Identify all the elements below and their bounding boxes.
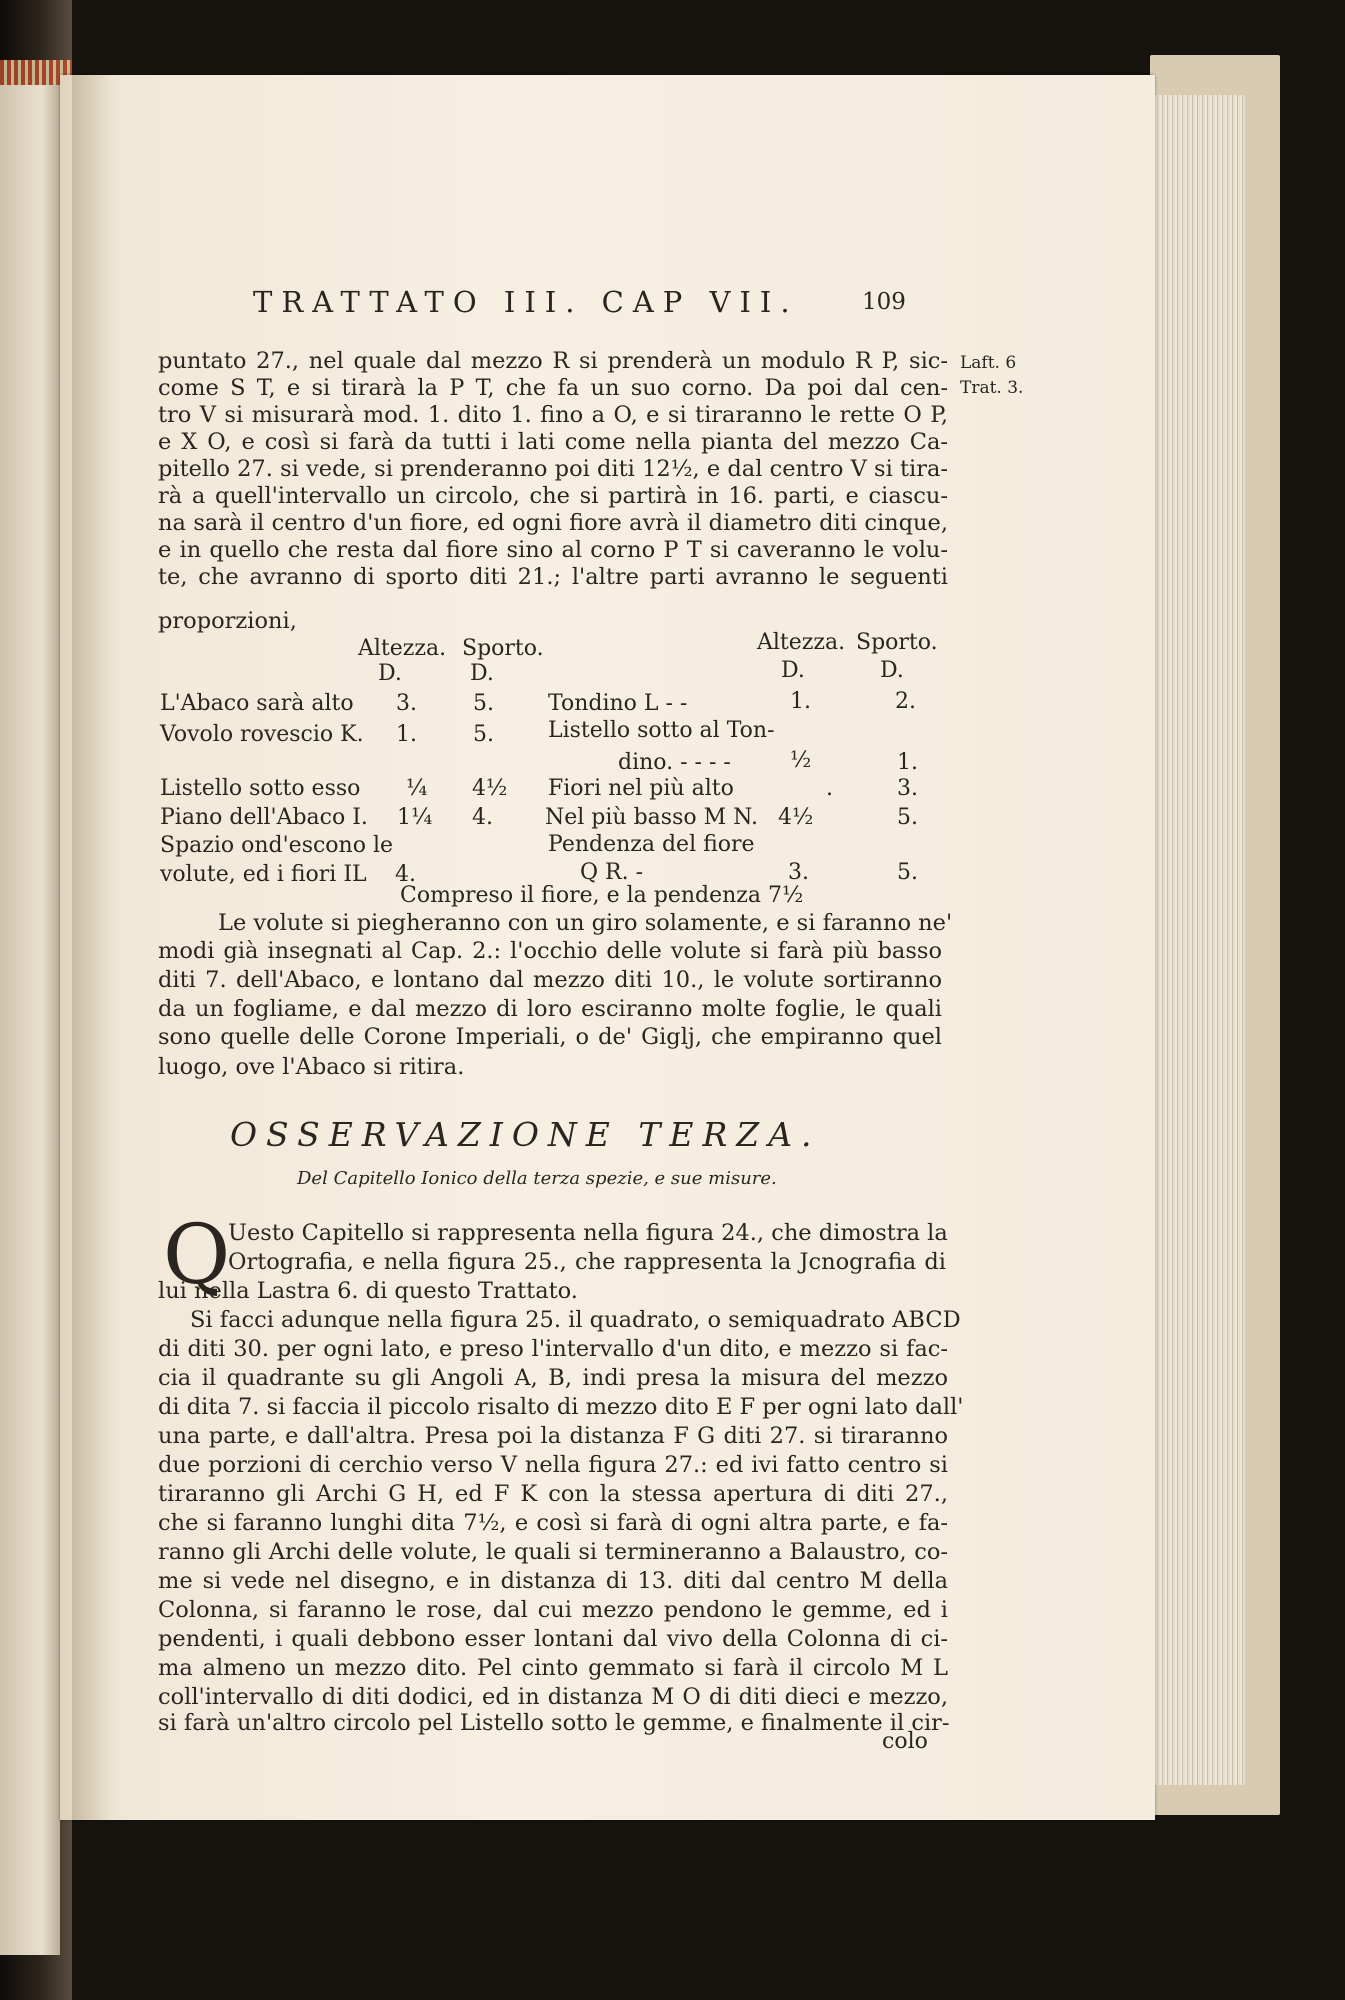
text-line: ma almeno un mezzo dito. Pel cinto gemmato si farà il circolo M L	[158, 1655, 948, 1681]
table-cell: 4.	[395, 862, 416, 887]
text-line: proporzioni,	[158, 608, 297, 634]
text-line: e in quello che resta dal fiore sino al corno P T si caveranno le volu-	[158, 537, 948, 563]
text-line: na sarà il centro d'un fiore, ed ogni fiore avrà il diametro diti cinque,	[158, 510, 948, 536]
table-row-label: volute, ed i fiori IL	[160, 862, 367, 887]
text-line: che si faranno lunghi dita 7½, e così si farà di ogni altra parte, e fa-	[158, 1510, 948, 1536]
text-line: si farà un'altro circolo pel Listello sotto le gemme, e finalmente il cir-	[158, 1710, 950, 1736]
text-line: lui nella Lastra 6. di questo Trattato.	[158, 1278, 578, 1304]
text-line: Si facci adunque nella figura 25. il quadrato, o semiquadrato ABCD	[190, 1307, 961, 1333]
col-head-sporto-right: Sporto.	[856, 630, 938, 655]
margin-note-plate: Laft. 6	[960, 353, 1017, 373]
text-line: Le volute si piegheranno con un giro solamente, e si faranno ne'	[218, 910, 953, 936]
table-cell: ½	[790, 748, 812, 773]
table-cell: 1.	[396, 722, 417, 747]
unit-sporto-right: D.	[880, 658, 904, 683]
table-row-label: Tondino L - -	[548, 691, 688, 716]
col-head-altezza-left: Altezza.	[358, 636, 447, 661]
text-line: me si vede nel disegno, e in distanza di 13. diti dal centro M della	[158, 1568, 948, 1594]
text-line: rà a quell'intervallo un circolo, che si partirà in 16. parti, e ciascu-	[158, 483, 948, 509]
text-line: modi già insegnati al Cap. 2.: l'occhio delle volute si farà più basso	[158, 938, 942, 964]
table-row-label: Nel più basso M N.	[545, 805, 758, 830]
table-row-label: Listello sotto esso	[160, 776, 361, 801]
table-row-label: Fiori nel più alto	[548, 776, 734, 801]
text-line: come S T, e si tirarà la P T, che fa un suo corno. Da poi dal cen-	[158, 375, 948, 401]
text-line: pendenti, i quali debbono esser lontani dal vivo della Colonna di ci-	[158, 1626, 948, 1652]
text-line: diti 7. dell'Abaco, e lontano dal mezzo diti 10., le volute sortiranno	[158, 967, 942, 993]
table-footer: Compreso il fiore, e la pendenza 7½	[400, 883, 804, 908]
drop-cap: Q	[163, 1208, 231, 1303]
table-row-label: Pendenza del fiore	[548, 832, 755, 857]
unit-sporto-left: D.	[470, 661, 494, 686]
table-cell: 1¼	[397, 805, 433, 830]
running-head: TRATTATO III. CAP VII.	[253, 285, 799, 319]
text-line: due porzioni di cerchio verso V nella figura 27.: ed ivi fatto centro si	[158, 1452, 948, 1478]
table-cell: ¼	[406, 776, 428, 801]
table-cell: 5.	[473, 691, 494, 716]
text-line: luogo, ove l'Abaco si ritira.	[158, 1054, 465, 1080]
page-block-edges	[1145, 95, 1245, 1785]
text-line: di diti 30. per ogni lato, e preso l'intervallo d'un dito, e mezzo si fac-	[158, 1336, 948, 1362]
unit-altezza-left: D.	[378, 661, 402, 686]
page-number: 109	[862, 289, 906, 315]
table-cell: 3.	[788, 860, 809, 885]
left-page-edge	[0, 85, 60, 1955]
catchword: colo	[882, 1729, 928, 1754]
text-line: tro V si misurarà mod. 1. dito 1. fino a O, e si tiraranno le rette O P,	[158, 402, 948, 428]
table-cell: 4½	[778, 805, 814, 830]
table-cell: 1.	[790, 689, 811, 714]
text-line: una parte, e dall'altra. Presa poi la distanza F G diti 27. si tiraranno	[158, 1423, 948, 1449]
table-row-label: Q R. -	[580, 860, 644, 885]
table-cell: 5.	[897, 860, 918, 885]
text-line: pitello 27. si vede, si prenderanno poi diti 12½, e dal centro V si tira-	[158, 456, 948, 482]
text-line: da un fogliame, e dal mezzo di loro esciranno molte foglie, le quali	[158, 996, 942, 1022]
table-row-label: dino. - - - -	[618, 750, 731, 775]
table-cell: 1.	[897, 750, 918, 775]
margin-note-treatise: Trat. 3.	[960, 378, 1024, 398]
table-cell: 3.	[396, 691, 417, 716]
text-line: Ortografia, e nella figura 25., che rappresenta la Jcnografia di	[228, 1249, 946, 1275]
table-cell: 5.	[473, 722, 494, 747]
col-head-altezza-right: Altezza.	[757, 630, 846, 655]
table-cell: 2.	[895, 689, 916, 714]
unit-altezza-right: D.	[781, 658, 805, 683]
table-cell: 4.	[472, 805, 493, 830]
text-line: te, che avranno di sporto diti 21.; l'altre parti avranno le seguenti	[158, 564, 948, 590]
text-line: di dita 7. si faccia il piccolo risalto di mezzo dito E F per ogni lato dall'	[158, 1394, 964, 1420]
text-line: ranno gli Archi delle volute, le quali si termineranno a Balaustro, co-	[158, 1539, 948, 1565]
table-row-label: Piano dell'Abaco I.	[160, 805, 368, 830]
table-row-label: L'Abaco sarà alto	[160, 691, 354, 716]
gutter-shadow	[72, 75, 112, 1820]
table-cell: 3.	[897, 776, 918, 801]
table-row-label: Listello sotto al Ton-	[548, 718, 775, 743]
text-line: coll'intervallo di diti dodici, ed in distanza M O di diti dieci e mezzo,	[158, 1684, 948, 1710]
text-line: tiraranno gli Archi G H, ed F K con la stessa apertura di diti 27.,	[158, 1481, 948, 1507]
table-row-label: Vovolo rovescio K.	[160, 722, 364, 747]
table-cell: .	[826, 776, 833, 801]
text-line: cia il quadrante su gli Angoli A, B, indi presa la misura del mezzo	[158, 1365, 948, 1391]
text-line: e X O, e così si farà da tutti i lati come nella pianta del mezzo Ca-	[158, 429, 948, 455]
section-title: OSSERVAZIONE TERZA.	[230, 1115, 821, 1154]
text-line: Colonna, si faranno le rose, dal cui mezzo pendono le gemme, ed i	[158, 1597, 948, 1623]
text-line: Uesto Capitello si rappresenta nella figura 24., che dimostra la	[228, 1220, 948, 1246]
table-cell: 4½	[472, 776, 508, 801]
text-line: puntato 27., nel quale dal mezzo R si prenderà un modulo R P, sic-	[158, 348, 948, 374]
table-row-label: Spazio ond'escono le	[160, 833, 394, 858]
section-subtitle: Del Capitello Ionico della terza spezie, e sue misure.	[297, 1168, 777, 1189]
text-line: sono quelle delle Corone Imperiali, o de' Giglj, che empiranno quel	[158, 1024, 942, 1050]
col-head-sporto-left: Sporto.	[462, 636, 544, 661]
table-cell: 5.	[897, 805, 918, 830]
